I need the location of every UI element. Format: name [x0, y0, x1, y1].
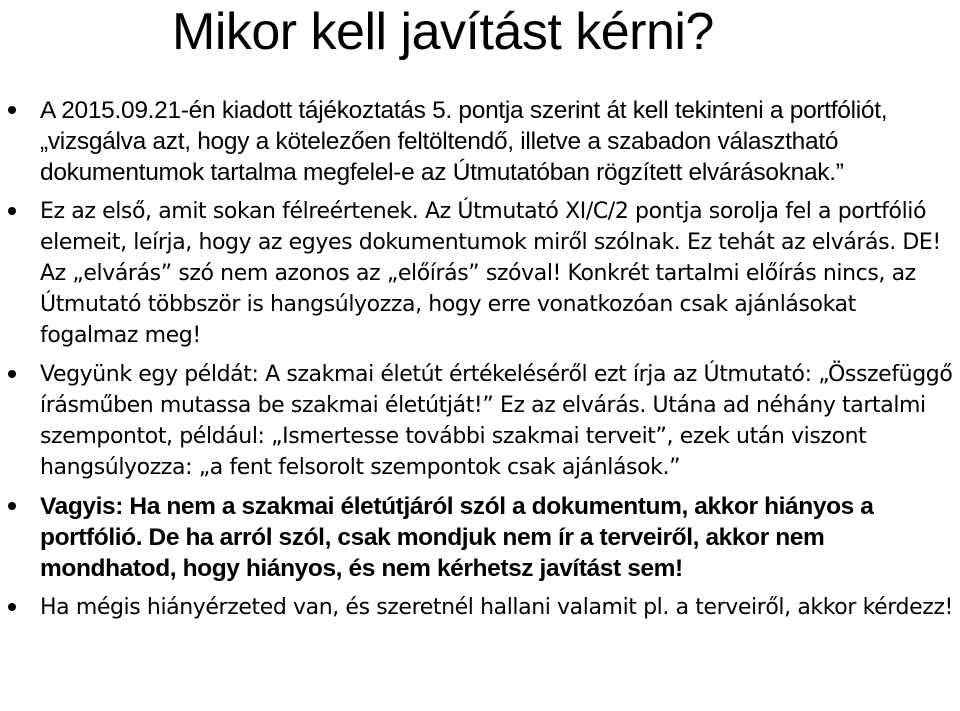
bullet-dot-icon [8, 106, 16, 114]
bullet-text-4: Vagyis: Ha nem a szakmai életútjáról szól a dokumentum, akkor hiányos a portfólió. De ha arról szól, csak mondjuk nem ír a terveiről, akkor nem mondhatod, hogy hiányos, és nem kérhetsz javítást sem! [40, 493, 874, 582]
bullet-item-4 [0, 491, 960, 584]
bullet-item-2 [0, 196, 960, 351]
bullet-text-1: A 2015.09.21-én kiadott tájékoztatás 5. pontja szerint át kell tekinteni a portfóliót, „vizsgálva azt, hogy a kötelezően feltöltendő, illetve a szabadon választható dokumentumok tartalma megfelel-e az Útmutatóban rögzített elvárásoknak.” [40, 97, 888, 186]
bullet-item-5 [0, 592, 960, 623]
bullet-text-3: Vegyünk egy példát: A szakmai életút értékeléséről ezt írja az Útmutató: „Összefüggő írásműben mutassa be szakmai életútját!” Ez az elvárás. Utána ad néhány tartalmi szempontot, például: „Ismertesse további szakmai terveit”, ezek után viszont hangsúlyozza: „a fent felsorolt szempontok csak ajánlások.” [40, 362, 953, 480]
bullet-dot-icon [8, 502, 16, 510]
bullet-dot-icon [8, 603, 16, 611]
bullet-text-5: Ha mégis hiányérzeted van, és szeretnél hallani valamit pl. a terveiről, akkor kérdezz! [40, 595, 953, 620]
bullet-list [0, 95, 960, 631]
slide-title: Mikor kell javítást kérni? [172, 3, 714, 61]
bullet-text-2: Ez az első, amit sokan félreértenek. Az Útmutató XI/C/2 pontja sorolja fel a portfólió elemeit, leírja, hogy az egyes dokumentumok miről szólnak. Ez tehát az elvárás. DE! Az „elvárás” szó nem azonos az „előírás” szóval! Konkrét tartalmi előírás nincs, az Útmutató többször is hangsúlyozza, hogy erre vonatkozóan csak ajánlásokat fogalmaz meg! [40, 199, 941, 348]
bullet-dot-icon [8, 370, 16, 378]
bullet-dot-icon [8, 207, 16, 215]
bullet-item-1 [0, 95, 960, 188]
bullet-item-3 [0, 359, 960, 483]
